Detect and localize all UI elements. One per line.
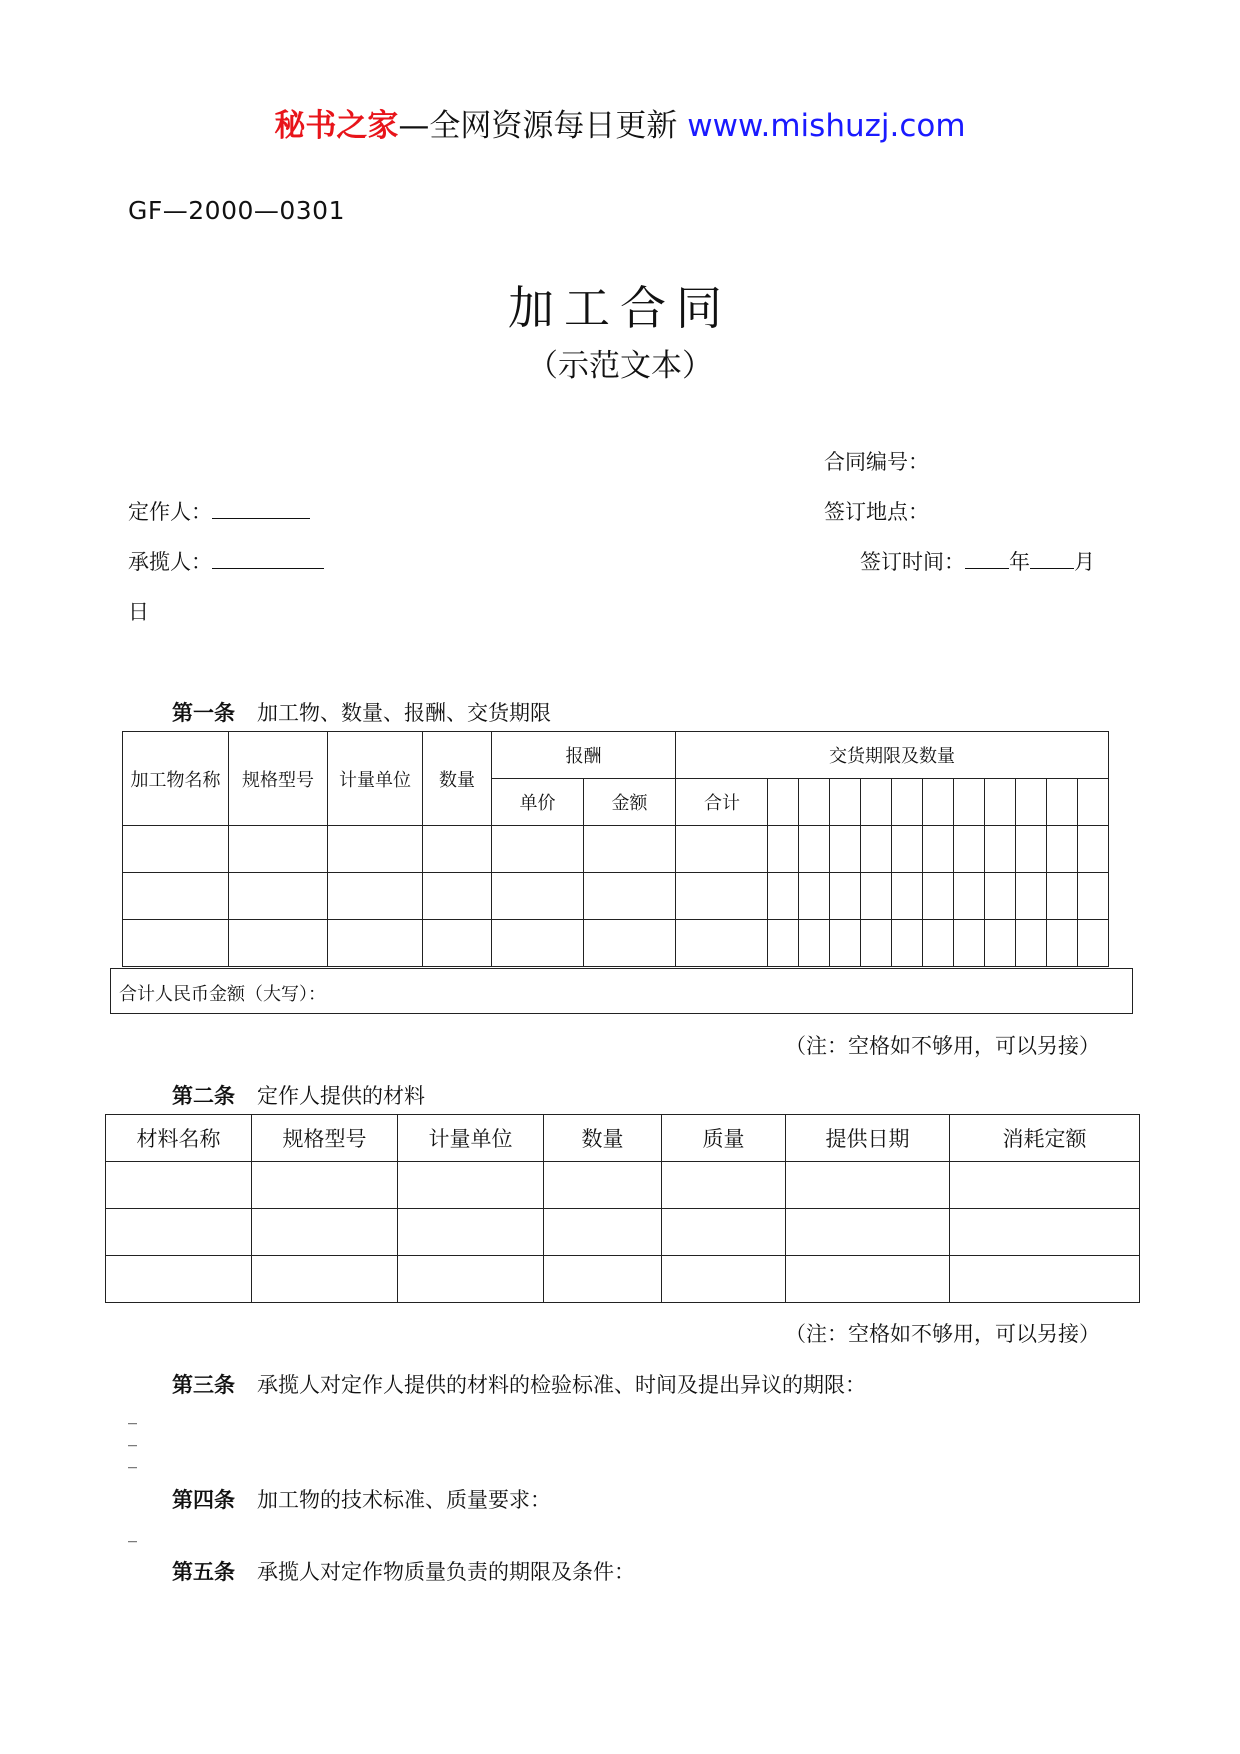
table-row[interactable] <box>106 1209 1140 1256</box>
article-1-number: 第一条 <box>172 701 235 725</box>
header-total: 合计 <box>676 779 768 826</box>
article-3-number: 第三条 <box>172 1373 235 1397</box>
processing-table <box>122 731 1109 967</box>
total-amount-row[interactable] <box>110 968 1133 1014</box>
year-blank[interactable] <box>965 548 1009 569</box>
total-amount-label: 合计人民币金额（大写）： <box>119 984 326 1005</box>
note-1: （注：空格如不够用，可以另接） <box>785 1034 1100 1058</box>
customer-label: 定作人： <box>128 500 212 524</box>
customer-blank[interactable] <box>212 498 310 519</box>
table-row[interactable] <box>123 826 1109 873</box>
sign-place-label: 签订地点： <box>824 500 929 524</box>
banner-brand: 秘书之家 <box>274 108 399 144</box>
header-material-date: 提供日期 <box>786 1115 950 1162</box>
site-banner <box>0 100 1240 145</box>
blank-line[interactable]: _ <box>128 1522 137 1543</box>
article-5-number: 第五条 <box>172 1560 235 1584</box>
header-material-name: 材料名称 <box>106 1115 252 1162</box>
article-1 <box>172 697 551 727</box>
materials-table <box>105 1114 1140 1303</box>
blank-line[interactable]: _ <box>128 1448 137 1469</box>
article-3 <box>172 1369 866 1399</box>
contractor-label: 承揽人： <box>128 550 212 574</box>
article-4-number: 第四条 <box>172 1488 235 1512</box>
header-material-quality: 质量 <box>662 1115 786 1162</box>
month-blank[interactable] <box>1030 548 1074 569</box>
table-row[interactable] <box>123 920 1109 967</box>
header-unit: 计量单位 <box>328 732 423 826</box>
header-material-model: 规格型号 <box>252 1115 398 1162</box>
year-label: 年 <box>1009 550 1030 574</box>
page-title: 加工合同 <box>508 281 732 335</box>
contractor-field <box>128 546 324 576</box>
blank-line[interactable]: _ <box>128 1404 137 1425</box>
header-item-name: 加工物名称 <box>123 732 229 826</box>
article-5-text: 承揽人对定作物质量负责的期限及条件： <box>257 1560 635 1584</box>
sign-time-field <box>860 546 1095 576</box>
article-3-text: 承揽人对定作人提供的材料的检验标准、时间及提出异议的期限： <box>257 1373 866 1397</box>
sign-time-label: 签订时间： <box>860 550 965 574</box>
contract-no-label: 合同编号： <box>824 450 929 474</box>
table-row[interactable] <box>106 1162 1140 1209</box>
header-material-qty: 数量 <box>544 1115 662 1162</box>
document-code: GF—2000—0301 <box>128 196 345 225</box>
header-model: 规格型号 <box>229 732 328 826</box>
customer-field <box>128 496 310 526</box>
header-payment: 报酬 <box>492 732 676 779</box>
article-2-text: 定作人提供的材料 <box>257 1084 425 1108</box>
page-subtitle: （示范文本） <box>527 348 713 384</box>
header-material-unit: 计量单位 <box>398 1115 544 1162</box>
blank-line[interactable]: _ <box>128 1426 137 1447</box>
banner-slogan: —全网资源每日更新 <box>398 108 678 144</box>
header-amount: 金额 <box>584 779 676 826</box>
article-5 <box>172 1556 635 1586</box>
article-2-number: 第二条 <box>172 1084 235 1108</box>
month-label: 月 <box>1074 550 1095 574</box>
header-material-quota: 消耗定额 <box>950 1115 1140 1162</box>
day-label: 日 <box>128 600 149 624</box>
banner-url[interactable]: www.mishuzj.com <box>687 108 966 144</box>
article-4 <box>172 1484 551 1514</box>
article-1-text: 加工物、数量、报酬、交货期限 <box>257 701 551 725</box>
header-delivery: 交货期限及数量 <box>676 732 1109 779</box>
table-row[interactable] <box>106 1256 1140 1303</box>
note-2: （注：空格如不够用，可以另接） <box>785 1322 1100 1346</box>
contractor-blank[interactable] <box>212 548 324 569</box>
table-row[interactable] <box>123 873 1109 920</box>
header-unit-price: 单价 <box>492 779 584 826</box>
header-qty: 数量 <box>423 732 492 826</box>
article-4-text: 加工物的技术标准、质量要求： <box>257 1488 551 1512</box>
article-2 <box>172 1080 425 1110</box>
